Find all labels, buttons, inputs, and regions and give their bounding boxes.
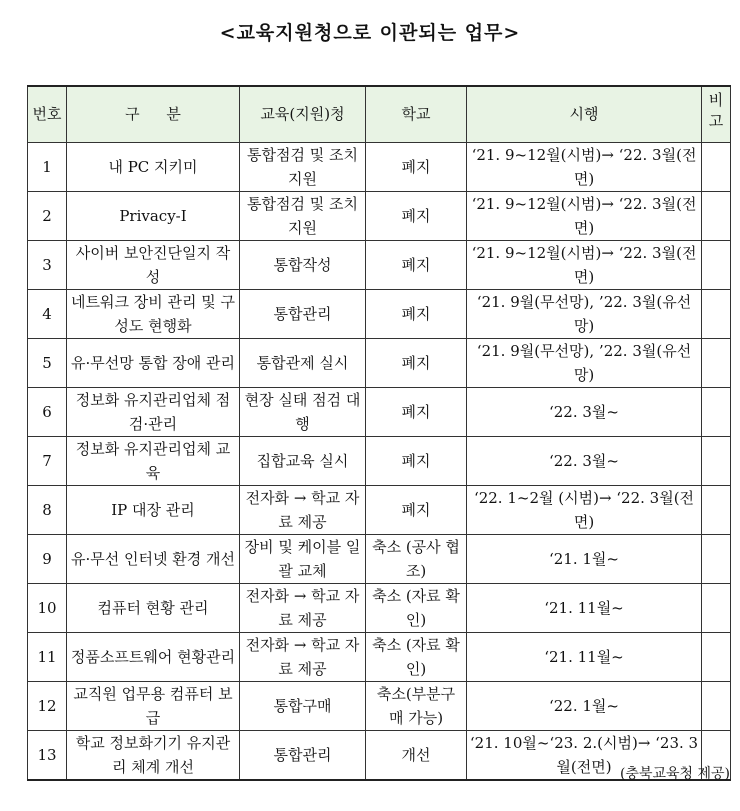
table-row <box>28 583 731 632</box>
cell-school: 축소(부분구 매 가능) <box>366 681 467 730</box>
source-note: (충북교육청 제공) <box>619 766 730 782</box>
cell-category: 유·무선망 통합 장애 관리 <box>67 338 240 387</box>
cell-school: 폐지 <box>366 338 467 387</box>
cell-note <box>702 338 731 387</box>
cell-schedule: ‘21. 9~12월(시범)→ ‘22. 3월(전면) <box>467 142 702 191</box>
cell-note <box>702 387 731 436</box>
cell-no: 2 <box>28 191 67 240</box>
cell-no: 12 <box>28 681 67 730</box>
cell-no: 1 <box>28 142 67 191</box>
cell-no: 5 <box>28 338 67 387</box>
cell-office: 장비 및 케이블 일괄 교체 <box>240 534 366 583</box>
cell-school: 폐지 <box>366 485 467 534</box>
cell-category: 정보화 유지관리업체 교육 <box>67 436 240 485</box>
cell-note <box>702 142 731 191</box>
cell-category: 정보화 유지관리업체 점검·관리 <box>67 387 240 436</box>
cell-note <box>702 583 731 632</box>
cell-schedule: ‘22. 3월~ <box>467 436 702 485</box>
cell-office: 전자화 → 학교 자료 제공 <box>240 632 366 681</box>
cell-office: 통합관리 <box>240 730 366 780</box>
cell-school: 폐지 <box>366 240 467 289</box>
document-title: <교육지원청으로 이관되는 업무> <box>219 22 521 44</box>
cell-category: 사이버 보안진단일지 작성 <box>67 240 240 289</box>
cell-office: 현장 실태 점검 대행 <box>240 387 366 436</box>
cell-office: 집합교육 실시 <box>240 436 366 485</box>
cell-category: 컴퓨터 현황 관리 <box>67 583 240 632</box>
table-row <box>28 191 731 240</box>
cell-office: 통합점검 및 조치 지원 <box>240 191 366 240</box>
cell-office: 통합구매 <box>240 681 366 730</box>
cell-schedule: ‘22. 1월~ <box>467 681 702 730</box>
cell-schedule: ‘21. 9~12월(시범)→ ‘22. 3월(전면) <box>467 191 702 240</box>
header-note: 비고 <box>702 86 731 142</box>
cell-office: 통합작성 <box>240 240 366 289</box>
cell-category: IP 대장 관리 <box>67 485 240 534</box>
cell-category: 네트워크 장비 관리 및 구성도 현행화 <box>67 289 240 338</box>
cell-school: 폐지 <box>366 289 467 338</box>
cell-schedule: ‘21. 10월~‘23. 2.(시범)→ ‘23. 3월(전면) <box>467 730 702 780</box>
table-row <box>28 240 731 289</box>
table-row <box>28 387 731 436</box>
cell-no: 11 <box>28 632 67 681</box>
header-row <box>28 86 731 142</box>
table-body <box>28 142 731 780</box>
cell-no: 8 <box>28 485 67 534</box>
cell-school: 폐지 <box>366 142 467 191</box>
cell-schedule: ‘22. 3월~ <box>467 387 702 436</box>
table-row <box>28 338 731 387</box>
table-row <box>28 485 731 534</box>
cell-category: 유·무선 인터넷 환경 개선 <box>67 534 240 583</box>
cell-category: 정품소프트웨어 현황관리 <box>67 632 240 681</box>
table-row <box>28 632 731 681</box>
cell-note <box>702 632 731 681</box>
cell-office: 통합점검 및 조치 지원 <box>240 142 366 191</box>
header-school: 학교 <box>366 86 467 142</box>
cell-school: 폐지 <box>366 387 467 436</box>
cell-office: 통합관리 <box>240 289 366 338</box>
cell-no: 3 <box>28 240 67 289</box>
cell-schedule: ‘21. 9~12월(시범)→ ‘22. 3월(전면) <box>467 240 702 289</box>
cell-school: 폐지 <box>366 436 467 485</box>
cell-no: 13 <box>28 730 67 780</box>
table-row <box>28 436 731 485</box>
cell-schedule: ‘21. 9월(무선망), ’22. 3월(유선망) <box>467 338 702 387</box>
cell-category: Privacy-I <box>67 191 240 240</box>
cell-office: 전자화 → 학교 자료 제공 <box>240 485 366 534</box>
cell-note <box>702 289 731 338</box>
header-category: 구 분 <box>67 86 240 142</box>
table-row <box>28 534 731 583</box>
table-row <box>28 142 731 191</box>
cell-school: 개선 <box>366 730 467 780</box>
header-no: 번호 <box>28 86 67 142</box>
cell-schedule: ‘21. 11월~ <box>467 583 702 632</box>
cell-school: 축소 (공사 협조) <box>366 534 467 583</box>
cell-no: 10 <box>28 583 67 632</box>
cell-schedule: ‘21. 11월~ <box>467 632 702 681</box>
cell-schedule: ‘21. 9월(무선망), ’22. 3월(유선망) <box>467 289 702 338</box>
cell-note <box>702 191 731 240</box>
cell-office: 통합관제 실시 <box>240 338 366 387</box>
header-office: 교육(지원)청 <box>240 86 366 142</box>
cell-office: 전자화 → 학교 자료 제공 <box>240 583 366 632</box>
header-schedule: 시행 <box>467 86 702 142</box>
cell-category: 학교 정보화기기 유지관리 체계 개선 <box>67 730 240 780</box>
cell-school: 축소 (자료 확인) <box>366 632 467 681</box>
cell-no: 4 <box>28 289 67 338</box>
table-row <box>28 681 731 730</box>
cell-school: 폐지 <box>366 191 467 240</box>
cell-note <box>702 485 731 534</box>
cell-category: 교직원 업무용 컴퓨터 보급 <box>67 681 240 730</box>
cell-no: 6 <box>28 387 67 436</box>
table-row <box>28 289 731 338</box>
cell-note <box>702 240 731 289</box>
cell-category: 내 PC 지키미 <box>67 142 240 191</box>
cell-note <box>702 436 731 485</box>
cell-note <box>702 534 731 583</box>
cell-no: 7 <box>28 436 67 485</box>
cell-schedule: ‘21. 1월~ <box>467 534 702 583</box>
cell-schedule: ‘22. 1~2월 (시범)→ ‘22. 3월(전면) <box>467 485 702 534</box>
transfer-table <box>27 85 731 781</box>
cell-note <box>702 681 731 730</box>
cell-school: 축소 (자료 확인) <box>366 583 467 632</box>
cell-no: 9 <box>28 534 67 583</box>
